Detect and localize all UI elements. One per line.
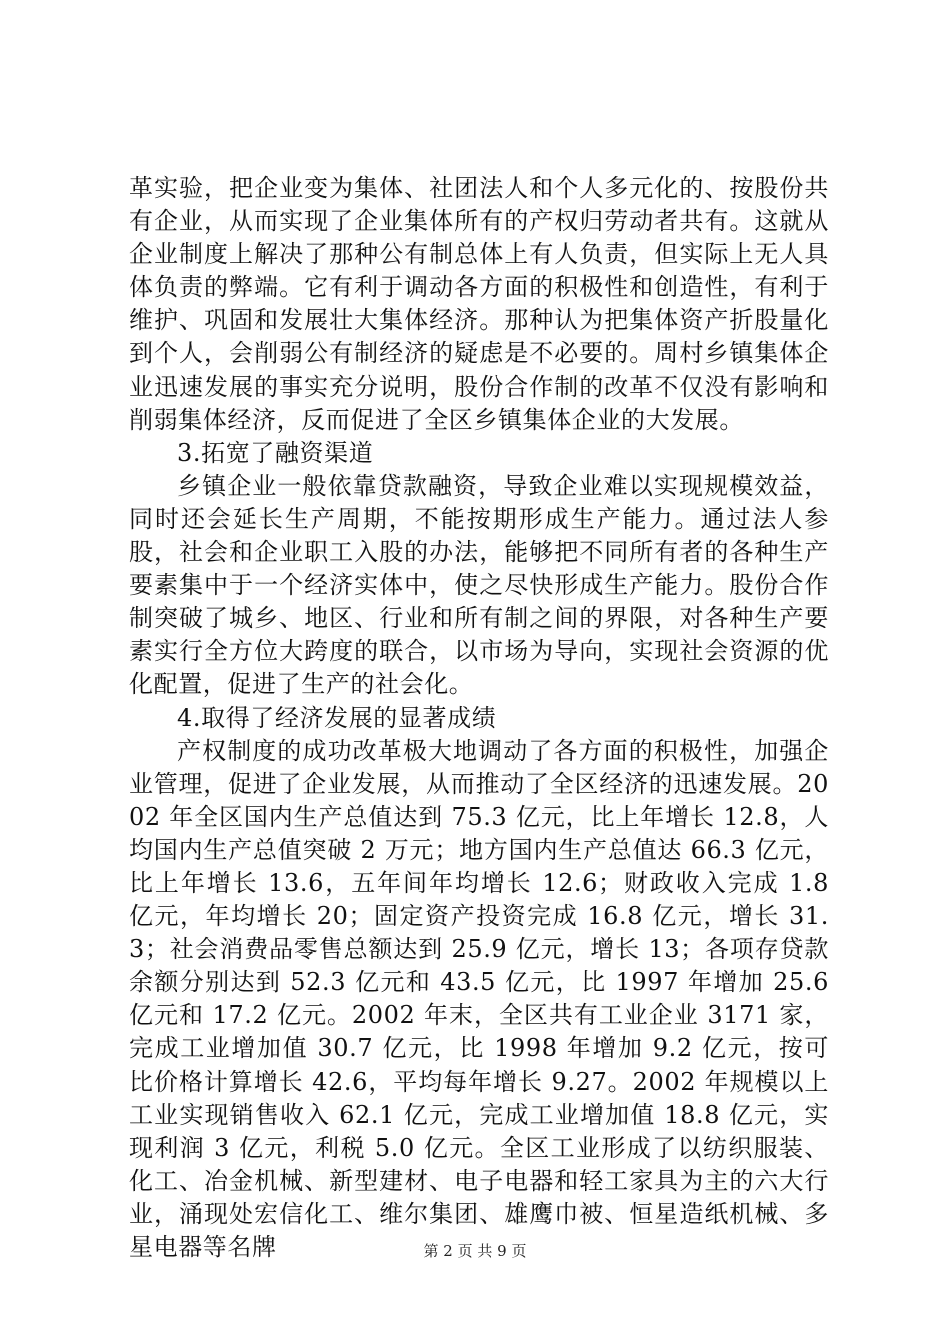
page-number-footer: 第 2 页 共 9 页: [423, 1242, 527, 1260]
paragraph-economic-achievements: 产权制度的成功改革极大地调动了各方面的积极性，加强企业管理，促进了企业发展，从而推动了全区经济的迅速发展。2002 年全区国内生产总值达到 75.3 亿元，比上年增长 12.8，人均国内生产总值突破 2 万元；地方国内生产总值达 66.3 亿元，比上年增长 13.6，五年间年均增长 12.6；财政收入完成 1.8 亿元，年均增长 20；固定资产投资完成 16.8 亿元，增长 31.3；社会消费品零售总额达到 25.9 亿元，增长 13；各项存贷款余额分别达到 52.3 亿元和 43.5 亿元，比 1997 年增加 25.6 亿元和 17.2 亿元。2002 年末，全区共有工业企业 3171 家，完成工业增加值 30.7 亿元，比 1998 年增加 9.2 亿元，按可比价格计算增长 42.6，平均每年增长 9.27。2002 年规模以上工业实现销售收入 62.1 亿元，完成工业增加值 18.8 亿元，实现利润 3 亿元，利税 5.0 亿元。全区工业形成了以纺织服装、化工、冶金机械、新型建材、电子电器和轻工家具为主的六大行业，涌现处宏信化工、维尔集团、雄鹰巾被、恒星造纸机械、多星电器等名牌: [129, 736, 829, 1261]
paragraph-share-cooperative-benefits: 革实验，把企业变为集体、社团法人和个人多元化的、按股份共有企业，从而实现了企业集体所有的产权归劳动者共有。这就从企业制度上解决了那种公有制总体上有人负责，但实际上无人具体负责的弊端。它有利于调动各方面的积极性和创造性，有利于维护、巩固和发展壮大集体经济。那种认为把集体资产折股量化到个人，会削弱公有制经济的疑虑是不必要的。周村乡镇集体企业迅速发展的事实充分说明，股份合作制的改革不仅没有影响和削弱集体经济，反而促进了全区乡镇集体企业的大发展。: [129, 174, 829, 434]
section-heading-economic-achievements: 4.取得了经济发展的显著成绩: [177, 703, 497, 732]
document-body: [129, 172, 829, 1264]
section-heading-financing-channels: 3.拓宽了融资渠道: [177, 438, 374, 467]
paragraph-financing-channels: 乡镇企业一般依靠贷款融资，导致企业难以实现规模效益，同时还会延长生产周期，不能按期形成生产能力。通过法人参股，社会和企业职工入股的办法，能够把不同所有者的各种生产要素集中于一个经济实体中，使之尽快形成生产能力。股份合作制突破了城乡、地区、行业和所有制之间的界限，对各种生产要素实行全方位大跨度的联合，以市场为导向，实现社会资源的优化配置，促进了生产的社会化。: [129, 471, 829, 699]
